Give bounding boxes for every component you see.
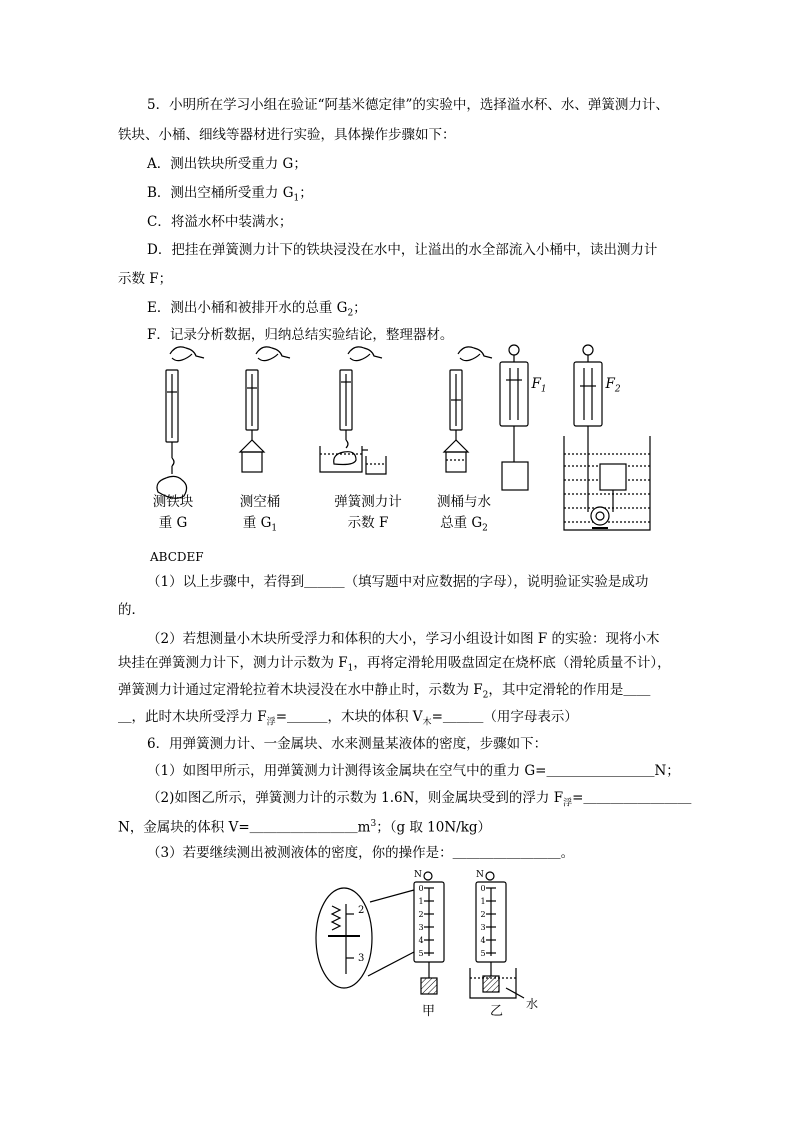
q6-part3: （3）若要继续测出被测液体的密度，你的操作是：＿＿＿＿＿＿＿＿。 (147, 845, 575, 861)
label-jia: 甲 (422, 1004, 436, 1019)
q6-part2-line1: （2)如图乙所示，弹簧测力计的示数为 1.6N，则金属块受到的浮力 $F_浮=\_\_\_\_\_\_\_\_$ (147, 790, 692, 809)
q6-intro: 6．用弹簧测力计、一金属块、水来测量某液体的密度，步骤如下： (147, 736, 548, 752)
scale-number: 0 (480, 884, 486, 893)
q5-part2-line1: （2）若想测量小木块所受浮力和体积的大小，学习小组设计如图 F 的实验：现将小木 (147, 631, 660, 647)
scale-numbers-jia (416, 882, 426, 960)
hand-icon-a (170, 347, 204, 361)
q5-part2-line3: 弹簧测力计通过定滑轮拉着木块浸没在水中静止时，示数为 $F_2$，其中定滑轮的作用是＿＿ (118, 682, 651, 701)
scale-number: 0 (418, 884, 424, 893)
catch-bucket (366, 456, 386, 474)
label-f2: $F_2$ (605, 376, 621, 395)
figure-letters: ABCDEF (150, 550, 204, 564)
scale-number: 2 (480, 910, 486, 919)
q5-part2-line4: ＿，此时木块所受浮力 $F_浮=\_\_\_$，木块的体积 $V_木=\_\_\_$（用字母表示） (118, 709, 578, 728)
caption-a: 测铁块 重 G (152, 494, 194, 531)
q5-step-b: B．测出空桶所受重力 $G_1$； (147, 185, 313, 204)
density-measurement-figure (310, 868, 550, 1018)
scale-number: 3 (480, 923, 486, 932)
label-yi: 乙 (490, 1004, 504, 1019)
label-water: 水 (526, 997, 539, 1011)
wood-block-e (502, 462, 528, 490)
q5-part1-line1: （1）以上步骤中，若得到＿＿＿（填写题中对应数据的字母），说明验证实验是成功 (147, 574, 649, 590)
q5-part2-line2: 块挂在弹簧测力计下，测力计示数为 $F_1$，再将定滑轮用吸盘固定在烧杯底（滑轮质量不计）， (118, 655, 671, 674)
scale-number: 1 (480, 897, 486, 906)
q5-intro-line2: 铁块、小桶、细线等器材进行实验，具体操作步骤如下： (118, 127, 456, 143)
caption-c: 弹簧测力计 示数 F (334, 494, 402, 531)
scale-number: 4 (418, 936, 424, 945)
q5-step-d-line1: D．把挂在弹簧测力计下的铁块浸没在水中，让溢出的水全部流入小桶中，读出测力计 (147, 242, 658, 258)
zoom-label-2: 2 (358, 905, 365, 916)
wood-block-f (600, 464, 626, 490)
metal-block-yi (483, 976, 499, 992)
scale-number: 1 (418, 897, 424, 906)
scale-n-label-yi: N (476, 870, 484, 880)
bucket-with-water (446, 452, 466, 472)
q5-step-c: C．将溢水杯中装满水； (147, 214, 293, 230)
zoom-label-3: 3 (358, 953, 365, 964)
q5-step-e: E．测出小桶和被排开水的总重 $G_2$； (147, 300, 367, 319)
q6-part2-line2: N，金属块的体积 $V=\_\_\_\_\_\_\_\_m^3$；（g 取 10N/kg） (118, 819, 492, 836)
scale-number: 4 (480, 936, 486, 945)
scale-n-label-jia: N (414, 870, 422, 880)
scale-number: 3 (418, 923, 424, 932)
q5-step-d-line2: 示数 F； (118, 271, 173, 287)
q5-intro-line1: 5．小明所在学习小组在验证“阿基米德定律”的实验中，选择溢水杯、水、弹簧测力计、 (147, 97, 669, 113)
q5-step-a: A．测出铁块所受重力 G； (147, 156, 307, 172)
q6-part1: （1）如图甲所示，用弹簧测力计测得该金属块在空气中的重力 G=＿＿＿＿＿＿＿＿N； (147, 763, 680, 779)
caption-d: 测桶与水 总重 $G_2$ (437, 494, 491, 534)
q5-part1-line2: 的． (118, 602, 145, 618)
pulley (591, 507, 609, 525)
scale-number: 5 (480, 949, 486, 958)
label-f1: $F_1$ (531, 376, 547, 395)
q5-step-f: F．记录分析数据，归纳总结实验结论，整理器材。 (147, 327, 454, 343)
caption-b: 测空桶 重 $G_1$ (239, 494, 281, 534)
empty-bucket (242, 452, 262, 472)
scale-number: 5 (418, 949, 424, 958)
metal-block-jia (421, 978, 437, 994)
scale-number: 2 (418, 910, 424, 919)
scale-numbers-yi (478, 882, 488, 960)
